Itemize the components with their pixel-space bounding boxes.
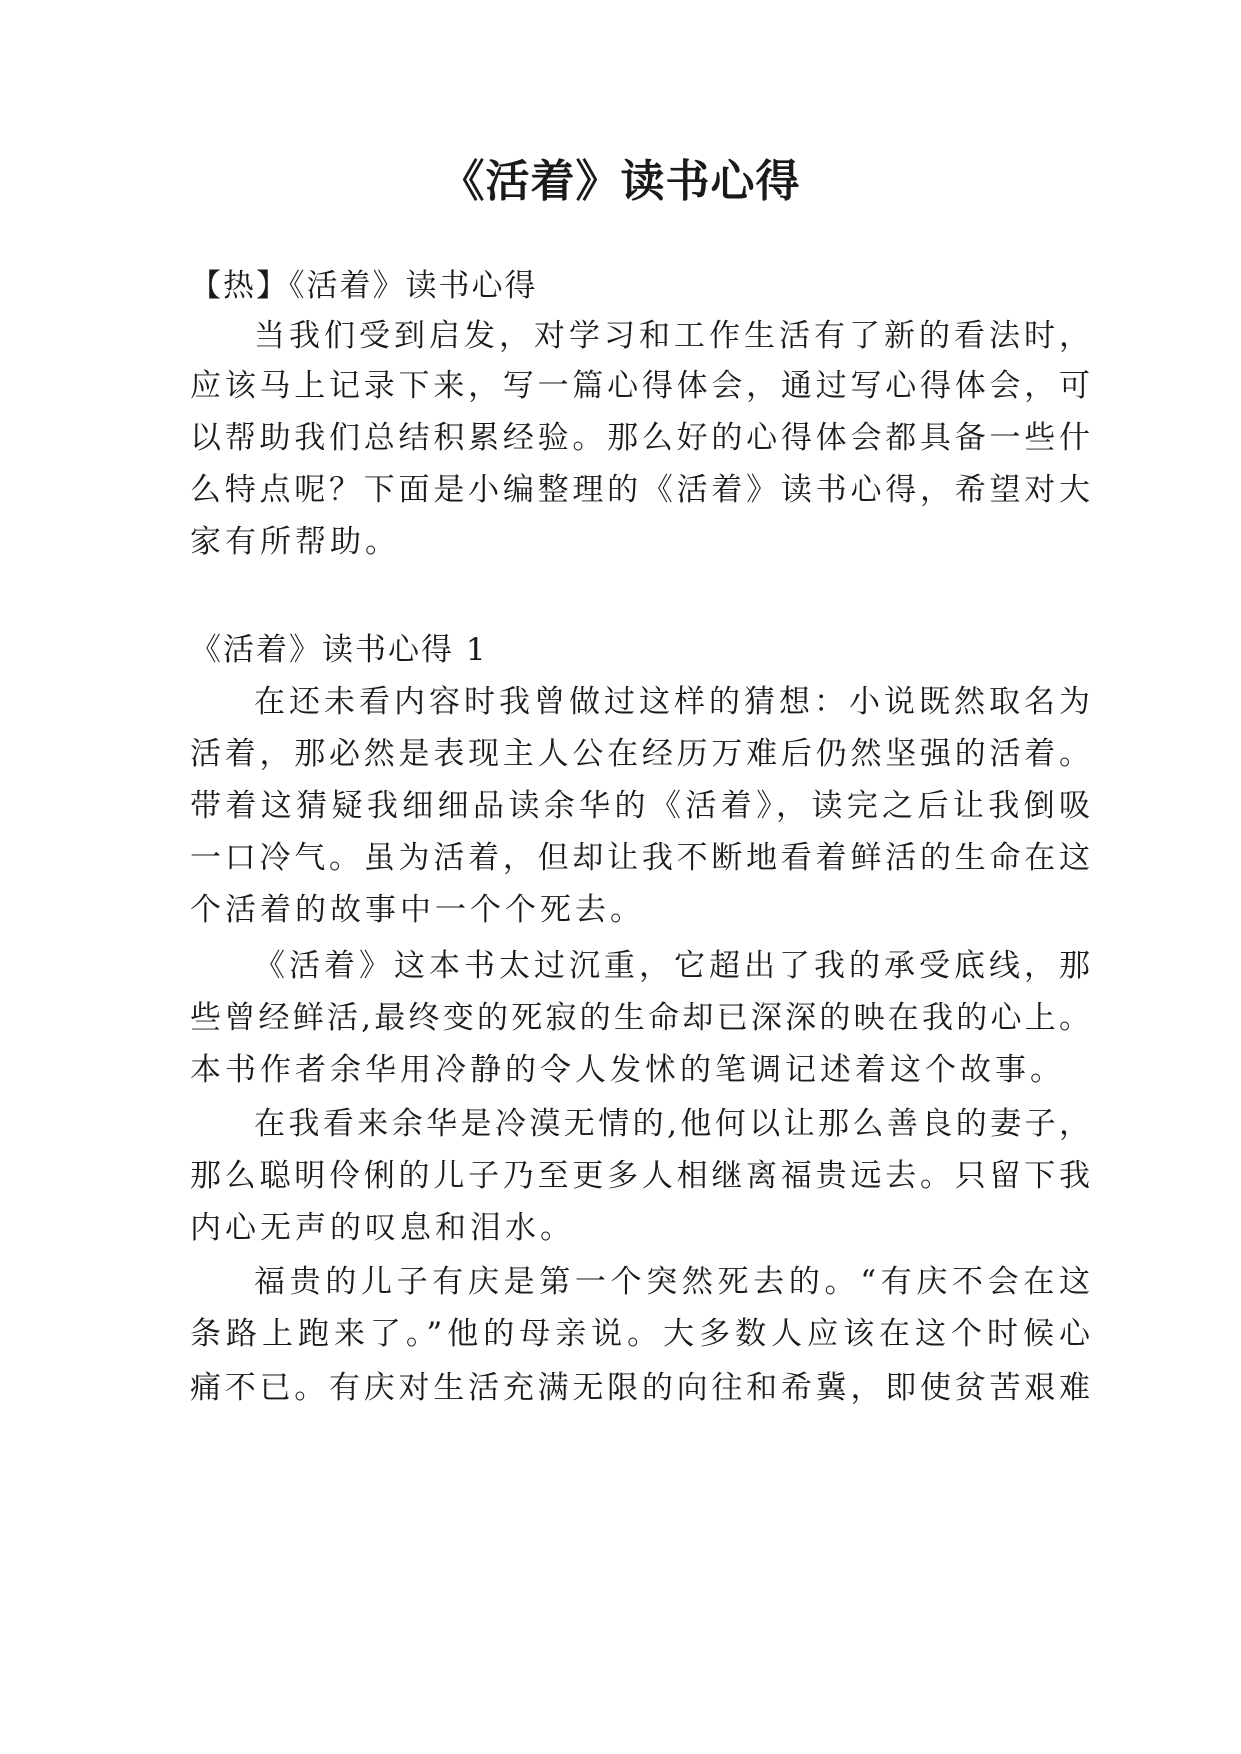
section-heading: 《活着》读书心得 1: [190, 632, 488, 668]
document-title: 《活着》读书心得: [440, 156, 801, 207]
paragraph-line: 痛不已。有庆对生活充满无限的向往和希冀，即使贫苦艰难: [190, 1370, 1090, 1406]
paragraph-line: 在我看来余华是冷漠无情的,他何以让那么善良的妻子，: [254, 1106, 1090, 1142]
paragraph-line: 些曾经鲜活,最终变的死寂的生命却已深深的映在我的心上。: [190, 1000, 1090, 1036]
paragraph-line: 那么聪明伶俐的儿子乃至更多人相继离福贵远去。只留下我: [190, 1158, 1090, 1194]
intro-line: 么特点呢？下面是小编整理的《活着》读书心得，希望对大: [190, 472, 1090, 508]
paragraph-line: 内心无声的叹息和泪水。: [190, 1210, 575, 1246]
paragraph-line: 个活着的故事中一个个死去。: [190, 892, 645, 928]
paragraph-line: 本书作者余华用冷静的令人发怵的笔调记述着这个故事。: [190, 1052, 1065, 1088]
paragraph-line: 活着，那必然是表现主人公在经历万难后仍然坚强的活着。: [190, 736, 1090, 772]
intro-line: 当我们受到启发，对学习和工作生活有了新的看法时，: [254, 318, 1090, 354]
paragraph-line: 一口冷气。虽为活着，但却让我不断地看着鲜活的生命在这: [190, 840, 1090, 876]
paragraph-line: 在还未看内容时我曾做过这样的猜想：小说既然取名为: [254, 684, 1090, 720]
paragraph-line: 带着这猜疑我细细品读余华的《活着》，读完之后让我倒吸: [190, 788, 1090, 824]
intro-heading: 【热】《活着》读书心得: [190, 268, 538, 304]
intro-line: 应该马上记录下来，写一篇心得体会，通过写心得体会，可: [190, 368, 1090, 404]
intro-line: 以帮助我们总结积累经验。那么好的心得体会都具备一些什: [190, 420, 1090, 456]
intro-line: 家有所帮助。: [190, 524, 400, 560]
paragraph-line: 条路上跑来了。”他的母亲说。大多数人应该在这个时候心: [190, 1316, 1090, 1352]
paragraph-line: 《活着》这本书太过沉重，它超出了我的承受底线，那: [254, 948, 1090, 984]
paragraph-line: 福贵的儿子有庆是第一个突然死去的。“有庆不会在这: [254, 1264, 1090, 1300]
